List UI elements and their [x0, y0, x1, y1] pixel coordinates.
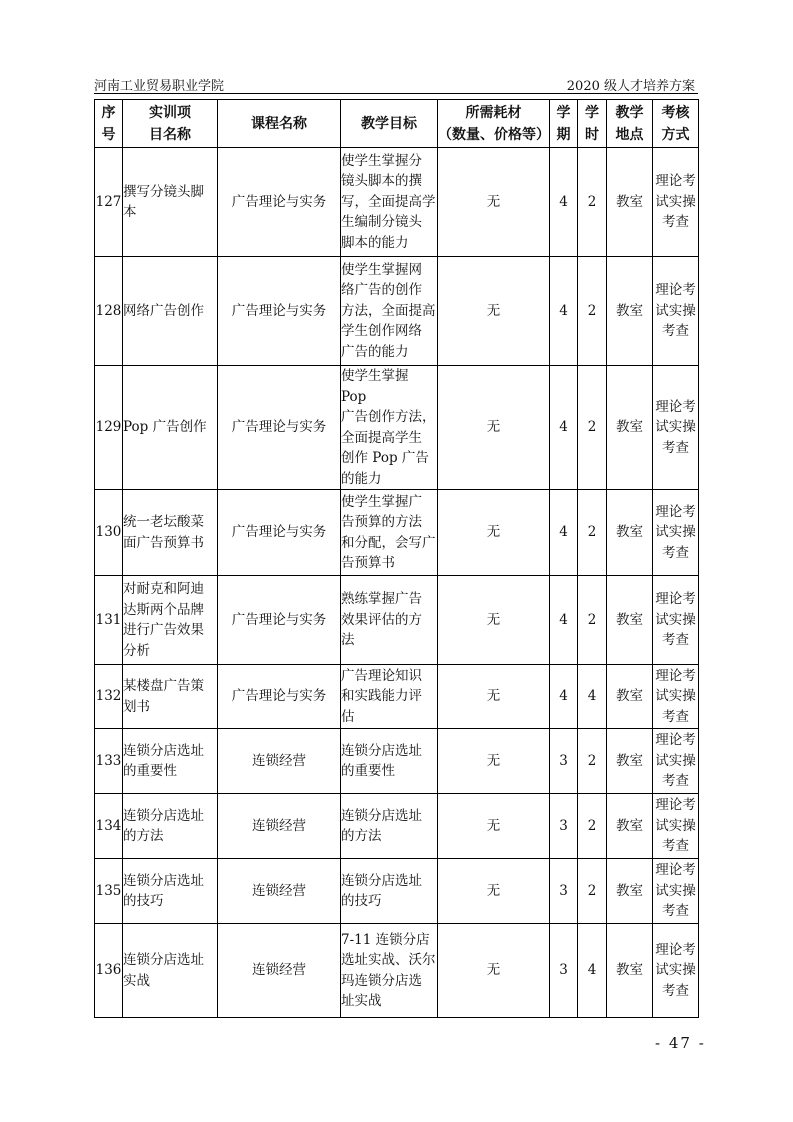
row-exam-method: 理论考 试实操 考查	[653, 859, 699, 924]
row-location: 教室	[607, 366, 653, 490]
row-hours: 2	[578, 366, 607, 490]
row-project-name: 连锁分店选址 的重要性	[123, 729, 218, 794]
row-location: 教室	[607, 665, 653, 729]
row-course-name: 广告理论与实务	[218, 148, 341, 257]
row-teaching-goal: 连锁分店选址 的技巧	[341, 859, 438, 924]
row-teaching-goal: 使学生掌握广 告预算的方法 和分配，会写广 告预算书	[341, 490, 438, 576]
header-project: 实训项 目名称	[123, 100, 218, 148]
header-document-title: 2020 级人才培养方案	[566, 79, 695, 94]
header-materials: 所需耗材 （数量、价格等）	[438, 100, 550, 148]
row-location: 教室	[607, 490, 653, 576]
row-exam-method: 理论考 试实操 考查	[653, 490, 699, 576]
row-project-name: 撰写分镜头脚 本	[123, 148, 218, 257]
row-project-name: 连锁分店选址 的技巧	[123, 859, 218, 924]
row-teaching-goal: 广告理论知识 和实践能力评 估	[341, 665, 438, 729]
row-hours: 2	[578, 148, 607, 257]
table-row	[95, 859, 699, 924]
row-term: 3	[550, 859, 578, 924]
row-project-name: Pop 广告创作	[123, 366, 218, 490]
row-term: 3	[550, 794, 578, 859]
row-location: 教室	[607, 148, 653, 257]
page-number: - 47 -	[655, 1034, 706, 1052]
row-exam-method: 理论考 试实操 考查	[653, 924, 699, 1018]
table-row	[95, 148, 699, 257]
row-project-name: 对耐克和阿迪 达斯两个品牌 进行广告效果 分析	[123, 576, 218, 665]
row-seq: 130	[95, 490, 123, 576]
row-teaching-goal: 7-11 连锁分店 选址实战、沃尔 玛连锁分店选 址实战	[341, 924, 438, 1018]
row-materials: 无	[438, 859, 550, 924]
row-materials: 无	[438, 924, 550, 1018]
table-row	[95, 366, 699, 490]
row-materials: 无	[438, 366, 550, 490]
training-projects-table	[94, 99, 699, 1018]
row-teaching-goal: 使学生掌握 Pop 广告创作方法， 全面提高学生 创作 Pop 广告 的能力	[341, 366, 438, 490]
row-hours: 2	[578, 859, 607, 924]
row-term: 4	[550, 576, 578, 665]
row-course-name: 广告理论与实务	[218, 576, 341, 665]
row-project-name: 网络广告创作	[123, 257, 218, 366]
table-row	[95, 729, 699, 794]
row-teaching-goal: 使学生掌握网 络广告的创作 方法，全面提高 学生创作网络 广告的能力	[341, 257, 438, 366]
row-seq: 136	[95, 924, 123, 1018]
row-location: 教室	[607, 794, 653, 859]
row-materials: 无	[438, 148, 550, 257]
row-location: 教室	[607, 576, 653, 665]
row-course-name: 连锁经营	[218, 924, 341, 1018]
row-term: 3	[550, 924, 578, 1018]
row-materials: 无	[438, 729, 550, 794]
row-seq: 134	[95, 794, 123, 859]
row-location: 教室	[607, 859, 653, 924]
row-hours: 4	[578, 924, 607, 1018]
row-hours: 2	[578, 794, 607, 859]
row-term: 4	[550, 490, 578, 576]
row-term: 3	[550, 729, 578, 794]
row-course-name: 广告理论与实务	[218, 665, 341, 729]
table-header-row	[95, 100, 699, 148]
header-course: 课程名称	[218, 100, 341, 148]
row-course-name: 连锁经营	[218, 729, 341, 794]
row-materials: 无	[438, 665, 550, 729]
row-teaching-goal: 连锁分店选址 的方法	[341, 794, 438, 859]
row-location: 教室	[607, 729, 653, 794]
row-course-name: 广告理论与实务	[218, 366, 341, 490]
table-row	[95, 490, 699, 576]
table-row	[95, 794, 699, 859]
row-materials: 无	[438, 257, 550, 366]
header-goal: 教学目标	[341, 100, 438, 148]
row-seq: 132	[95, 665, 123, 729]
row-project-name: 连锁分店选址 实战	[123, 924, 218, 1018]
table-row	[95, 576, 699, 665]
row-term: 4	[550, 257, 578, 366]
row-location: 教室	[607, 924, 653, 1018]
row-project-name: 连锁分店选址 的方法	[123, 794, 218, 859]
row-exam-method: 理论考 试实操 考查	[653, 257, 699, 366]
header-rule	[94, 93, 698, 94]
row-exam-method: 理论考 试实操 考查	[653, 665, 699, 729]
row-exam-method: 理论考 试实操 考查	[653, 794, 699, 859]
row-seq: 133	[95, 729, 123, 794]
row-exam-method: 理论考 试实操 考查	[653, 576, 699, 665]
row-exam-method: 理论考 试实操 考查	[653, 148, 699, 257]
row-exam-method: 理论考 试实操 考查	[653, 729, 699, 794]
row-hours: 2	[578, 490, 607, 576]
header-seq: 序 号	[95, 100, 123, 148]
table-body	[95, 148, 699, 1018]
row-project-name: 统一老坛酸菜 面广告预算书	[123, 490, 218, 576]
header-hours: 学 时	[578, 100, 607, 148]
row-teaching-goal: 熟练掌握广告 效果评估的方 法	[341, 576, 438, 665]
row-hours: 2	[578, 576, 607, 665]
row-materials: 无	[438, 794, 550, 859]
header-term: 学 期	[550, 100, 578, 148]
row-exam-method: 理论考 试实操 考查	[653, 366, 699, 490]
row-course-name: 连锁经营	[218, 859, 341, 924]
table-row	[95, 665, 699, 729]
row-course-name: 广告理论与实务	[218, 490, 341, 576]
row-teaching-goal: 使学生掌握分 镜头脚本的撰 写，全面提高学 生编制分镜头 脚本的能力	[341, 148, 438, 257]
row-seq: 129	[95, 366, 123, 490]
row-hours: 2	[578, 257, 607, 366]
row-seq: 128	[95, 257, 123, 366]
row-course-name: 连锁经营	[218, 794, 341, 859]
row-materials: 无	[438, 576, 550, 665]
table-row	[95, 257, 699, 366]
row-project-name: 某楼盘广告策 划书	[123, 665, 218, 729]
row-seq: 135	[95, 859, 123, 924]
row-hours: 2	[578, 729, 607, 794]
row-term: 4	[550, 148, 578, 257]
row-term: 4	[550, 366, 578, 490]
table-row	[95, 924, 699, 1018]
row-course-name: 广告理论与实务	[218, 257, 341, 366]
row-seq: 127	[95, 148, 123, 257]
row-seq: 131	[95, 576, 123, 665]
row-hours: 4	[578, 665, 607, 729]
row-term: 4	[550, 665, 578, 729]
row-materials: 无	[438, 490, 550, 576]
header-location: 教学 地点	[607, 100, 653, 148]
header-exam: 考核 方式	[653, 100, 699, 148]
header-school-name: 河南工业贸易职业学院	[94, 79, 225, 94]
row-location: 教室	[607, 257, 653, 366]
row-teaching-goal: 连锁分店选址 的重要性	[341, 729, 438, 794]
